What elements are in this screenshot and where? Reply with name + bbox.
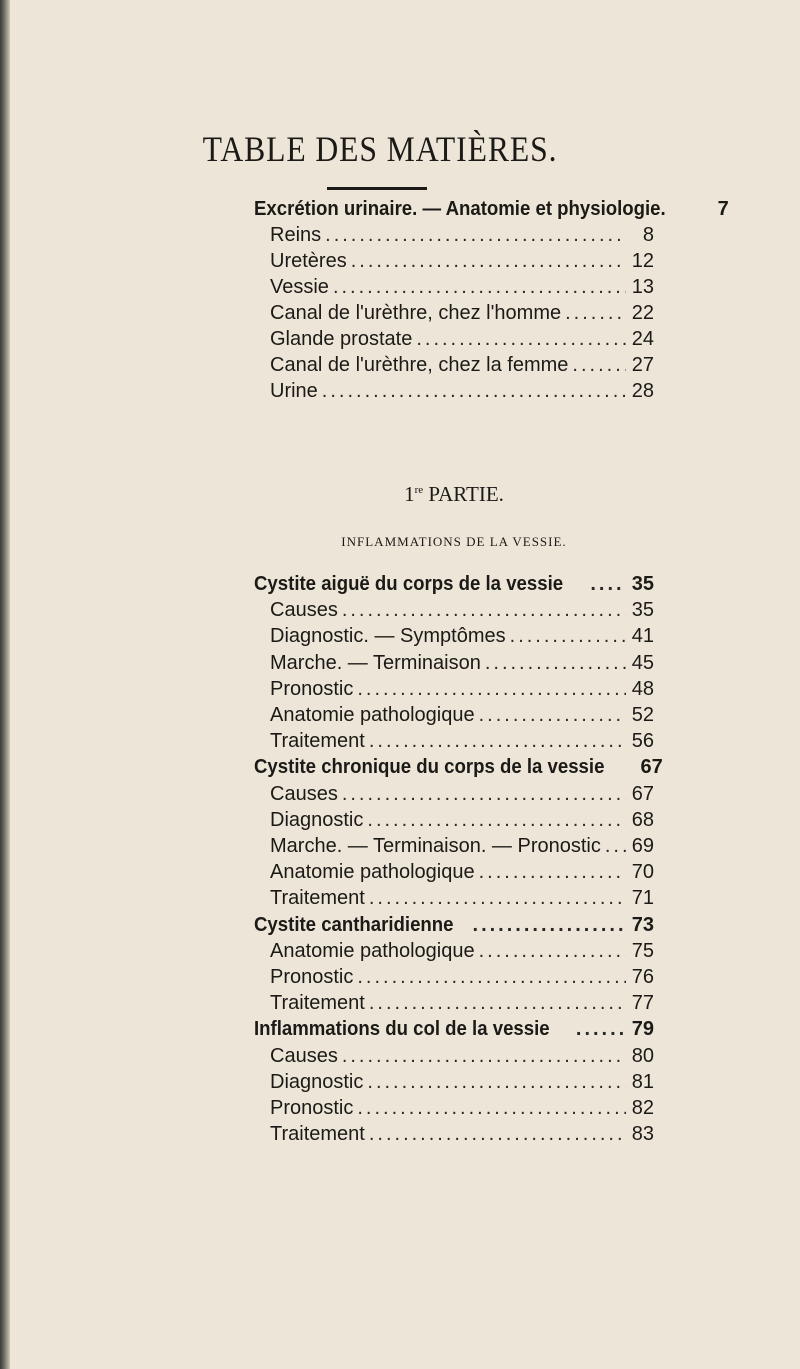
toc-entry[interactable] <box>270 676 654 702</box>
leader-dots <box>572 352 626 378</box>
toc-entry-label: Cystite chronique du corps de la vessie <box>254 756 605 778</box>
toc-entry-label: Glande prostate <box>270 328 413 350</box>
toc-entry-page: 56 <box>631 730 654 752</box>
toc-entry-page: 35 <box>631 599 654 621</box>
leader-dots <box>357 1095 626 1121</box>
toc-entry[interactable] <box>270 326 654 352</box>
toc-entry-page: 24 <box>631 328 654 350</box>
toc-entry-page: 68 <box>631 809 654 831</box>
leader-dots <box>590 571 626 597</box>
toc-entry-label: Anatomie pathologique <box>270 704 475 726</box>
toc-entry-page: 67 <box>631 783 654 805</box>
toc-entry-page: 41 <box>631 625 654 647</box>
toc-entry-label: Causes <box>270 783 338 805</box>
toc-entry[interactable] <box>270 964 654 990</box>
toc-entry[interactable] <box>270 1095 654 1121</box>
page-title: TABLE DES MATIÈRES. <box>202 129 558 169</box>
toc-entry-page: 35 <box>631 573 654 595</box>
toc-entry-page: 79 <box>631 1018 654 1040</box>
toc-entry-page: 12 <box>631 250 654 272</box>
toc-entry-page: 13 <box>631 276 654 298</box>
toc-entry[interactable] <box>270 1121 654 1147</box>
toc-heading[interactable] <box>254 571 654 597</box>
toc-entry-label: Pronostic <box>270 1097 354 1119</box>
toc-entry-page: 82 <box>631 1097 654 1119</box>
leader-dots <box>342 1043 626 1069</box>
leader-dots <box>351 248 626 274</box>
toc-entry[interactable] <box>270 378 654 404</box>
leader-dots <box>369 1121 626 1147</box>
leader-dots <box>369 728 626 754</box>
toc-entry[interactable] <box>270 274 654 300</box>
toc-entry[interactable] <box>270 352 654 378</box>
part-title: PARTIE. <box>428 482 504 506</box>
leader-dots <box>565 300 626 326</box>
toc-entry[interactable] <box>270 938 654 964</box>
toc-entry[interactable] <box>270 1043 654 1069</box>
toc-entry-label: Uretères <box>270 250 347 272</box>
toc-entry[interactable] <box>270 859 654 885</box>
leader-dots <box>325 222 626 248</box>
toc-entry-page: 48 <box>631 678 654 700</box>
toc-entry-label: Diagnostic. — Symptômes <box>270 625 506 647</box>
toc-entry-label: Traitement <box>270 992 365 1014</box>
toc-entry-page: 69 <box>631 835 654 857</box>
toc-entry-label: Causes <box>270 599 338 621</box>
leader-dots <box>369 990 626 1016</box>
toc-entry[interactable] <box>270 248 654 274</box>
toc-entry-page: 70 <box>631 861 654 883</box>
toc-entry-page: 83 <box>631 1123 654 1145</box>
toc-heading-excretion[interactable] <box>254 196 729 222</box>
toc-entry[interactable] <box>270 222 654 248</box>
toc-entry-label: Marche. — Terminaison <box>270 652 481 674</box>
leader-dots <box>510 623 626 649</box>
leader-dots <box>605 833 626 859</box>
toc-entry-page: 28 <box>631 380 654 402</box>
toc-entry-page: 7 <box>717 198 729 220</box>
leader-dots <box>367 1069 626 1095</box>
leader-dots <box>416 326 626 352</box>
toc-heading[interactable] <box>254 1016 654 1042</box>
toc-entry-label: Pronostic <box>270 966 354 988</box>
leader-dots <box>342 597 626 623</box>
toc-entry-label: Cystite cantharidienne <box>254 914 454 936</box>
toc-entry-label: Pronostic <box>270 678 354 700</box>
toc-entry-page: 71 <box>631 887 654 909</box>
toc-entry-label: Inflammations du col de la vessie <box>254 1018 550 1040</box>
toc-entry-label: Reins <box>270 224 322 246</box>
toc-entry[interactable] <box>270 807 654 833</box>
toc-entry[interactable] <box>270 781 654 807</box>
toc-entry-page: 27 <box>631 354 654 376</box>
toc-entry[interactable] <box>270 1069 654 1095</box>
toc-entry-label: Anatomie pathologique <box>270 940 475 962</box>
toc-entry-page: 45 <box>631 652 654 674</box>
toc-entry[interactable] <box>270 990 654 1016</box>
leader-dots <box>369 885 626 911</box>
toc-entry-label: Anatomie pathologique <box>270 861 475 883</box>
toc-entry-page: 77 <box>631 992 654 1014</box>
leader-dots <box>576 1016 626 1042</box>
toc-entry-page: 8 <box>642 224 654 246</box>
toc-entry-page: 76 <box>631 966 654 988</box>
toc-entry-page: 75 <box>631 940 654 962</box>
toc-entry-page: 73 <box>631 914 654 936</box>
toc-entry-label: Traitement <box>270 887 365 909</box>
book-edge <box>0 0 10 1369</box>
toc-entry[interactable] <box>270 833 654 859</box>
toc-entry[interactable] <box>270 650 654 676</box>
leader-dots <box>473 912 626 938</box>
toc-entry-label: Causes <box>270 1045 338 1067</box>
toc-entry-label: Urine <box>270 380 318 402</box>
toc-entry-label: Traitement <box>270 1123 365 1145</box>
toc-entry-label: Canal de l'urèthre, chez la femme <box>270 354 569 376</box>
leader-dots <box>479 938 626 964</box>
part-superscript: re <box>414 484 424 496</box>
toc-entry-page: 67 <box>640 756 663 778</box>
toc-entry-label: Marche. — Terminaison. — Pronostic <box>270 835 601 857</box>
leader-dots <box>485 650 626 676</box>
toc-entry[interactable] <box>270 728 654 754</box>
leader-dots <box>333 274 626 300</box>
toc-entry-label: Vessie <box>270 276 329 298</box>
leader-dots <box>367 807 626 833</box>
leader-dots <box>479 702 626 728</box>
toc-entry-page: 52 <box>631 704 654 726</box>
toc-entry[interactable] <box>270 885 654 911</box>
toc-entry[interactable] <box>270 623 654 649</box>
toc-heading[interactable] <box>254 912 654 938</box>
toc-entry-label: Canal de l'urèthre, chez l'homme <box>270 302 562 324</box>
part-number: 1 <box>404 482 415 506</box>
leader-dots <box>342 781 626 807</box>
toc-entry-label: Cystite aiguë du corps de la vessie <box>254 573 564 595</box>
toc-heading[interactable] <box>254 754 663 780</box>
toc-entry-page: 80 <box>631 1045 654 1067</box>
toc-entry-label: Traitement <box>270 730 365 752</box>
leader-dots <box>357 964 626 990</box>
toc-entry-label: Diagnostic <box>270 1071 364 1093</box>
toc-entry[interactable] <box>270 300 654 326</box>
leader-dots <box>357 676 626 702</box>
toc-entry-page: 22 <box>631 302 654 324</box>
toc-entry[interactable] <box>270 702 654 728</box>
part-heading <box>254 482 654 507</box>
toc-entry-label: Diagnostic <box>270 809 364 831</box>
toc-entry-page: 81 <box>631 1071 654 1093</box>
title-rule <box>327 187 427 190</box>
leader-dots <box>479 859 626 885</box>
toc-entry[interactable] <box>270 597 654 623</box>
part-subtitle: INFLAMMATIONS DE LA VESSIE. <box>341 534 567 549</box>
leader-dots <box>322 378 626 404</box>
toc-entry-label: Excrétion urinaire. — Anatomie et physiologie. <box>254 198 666 220</box>
